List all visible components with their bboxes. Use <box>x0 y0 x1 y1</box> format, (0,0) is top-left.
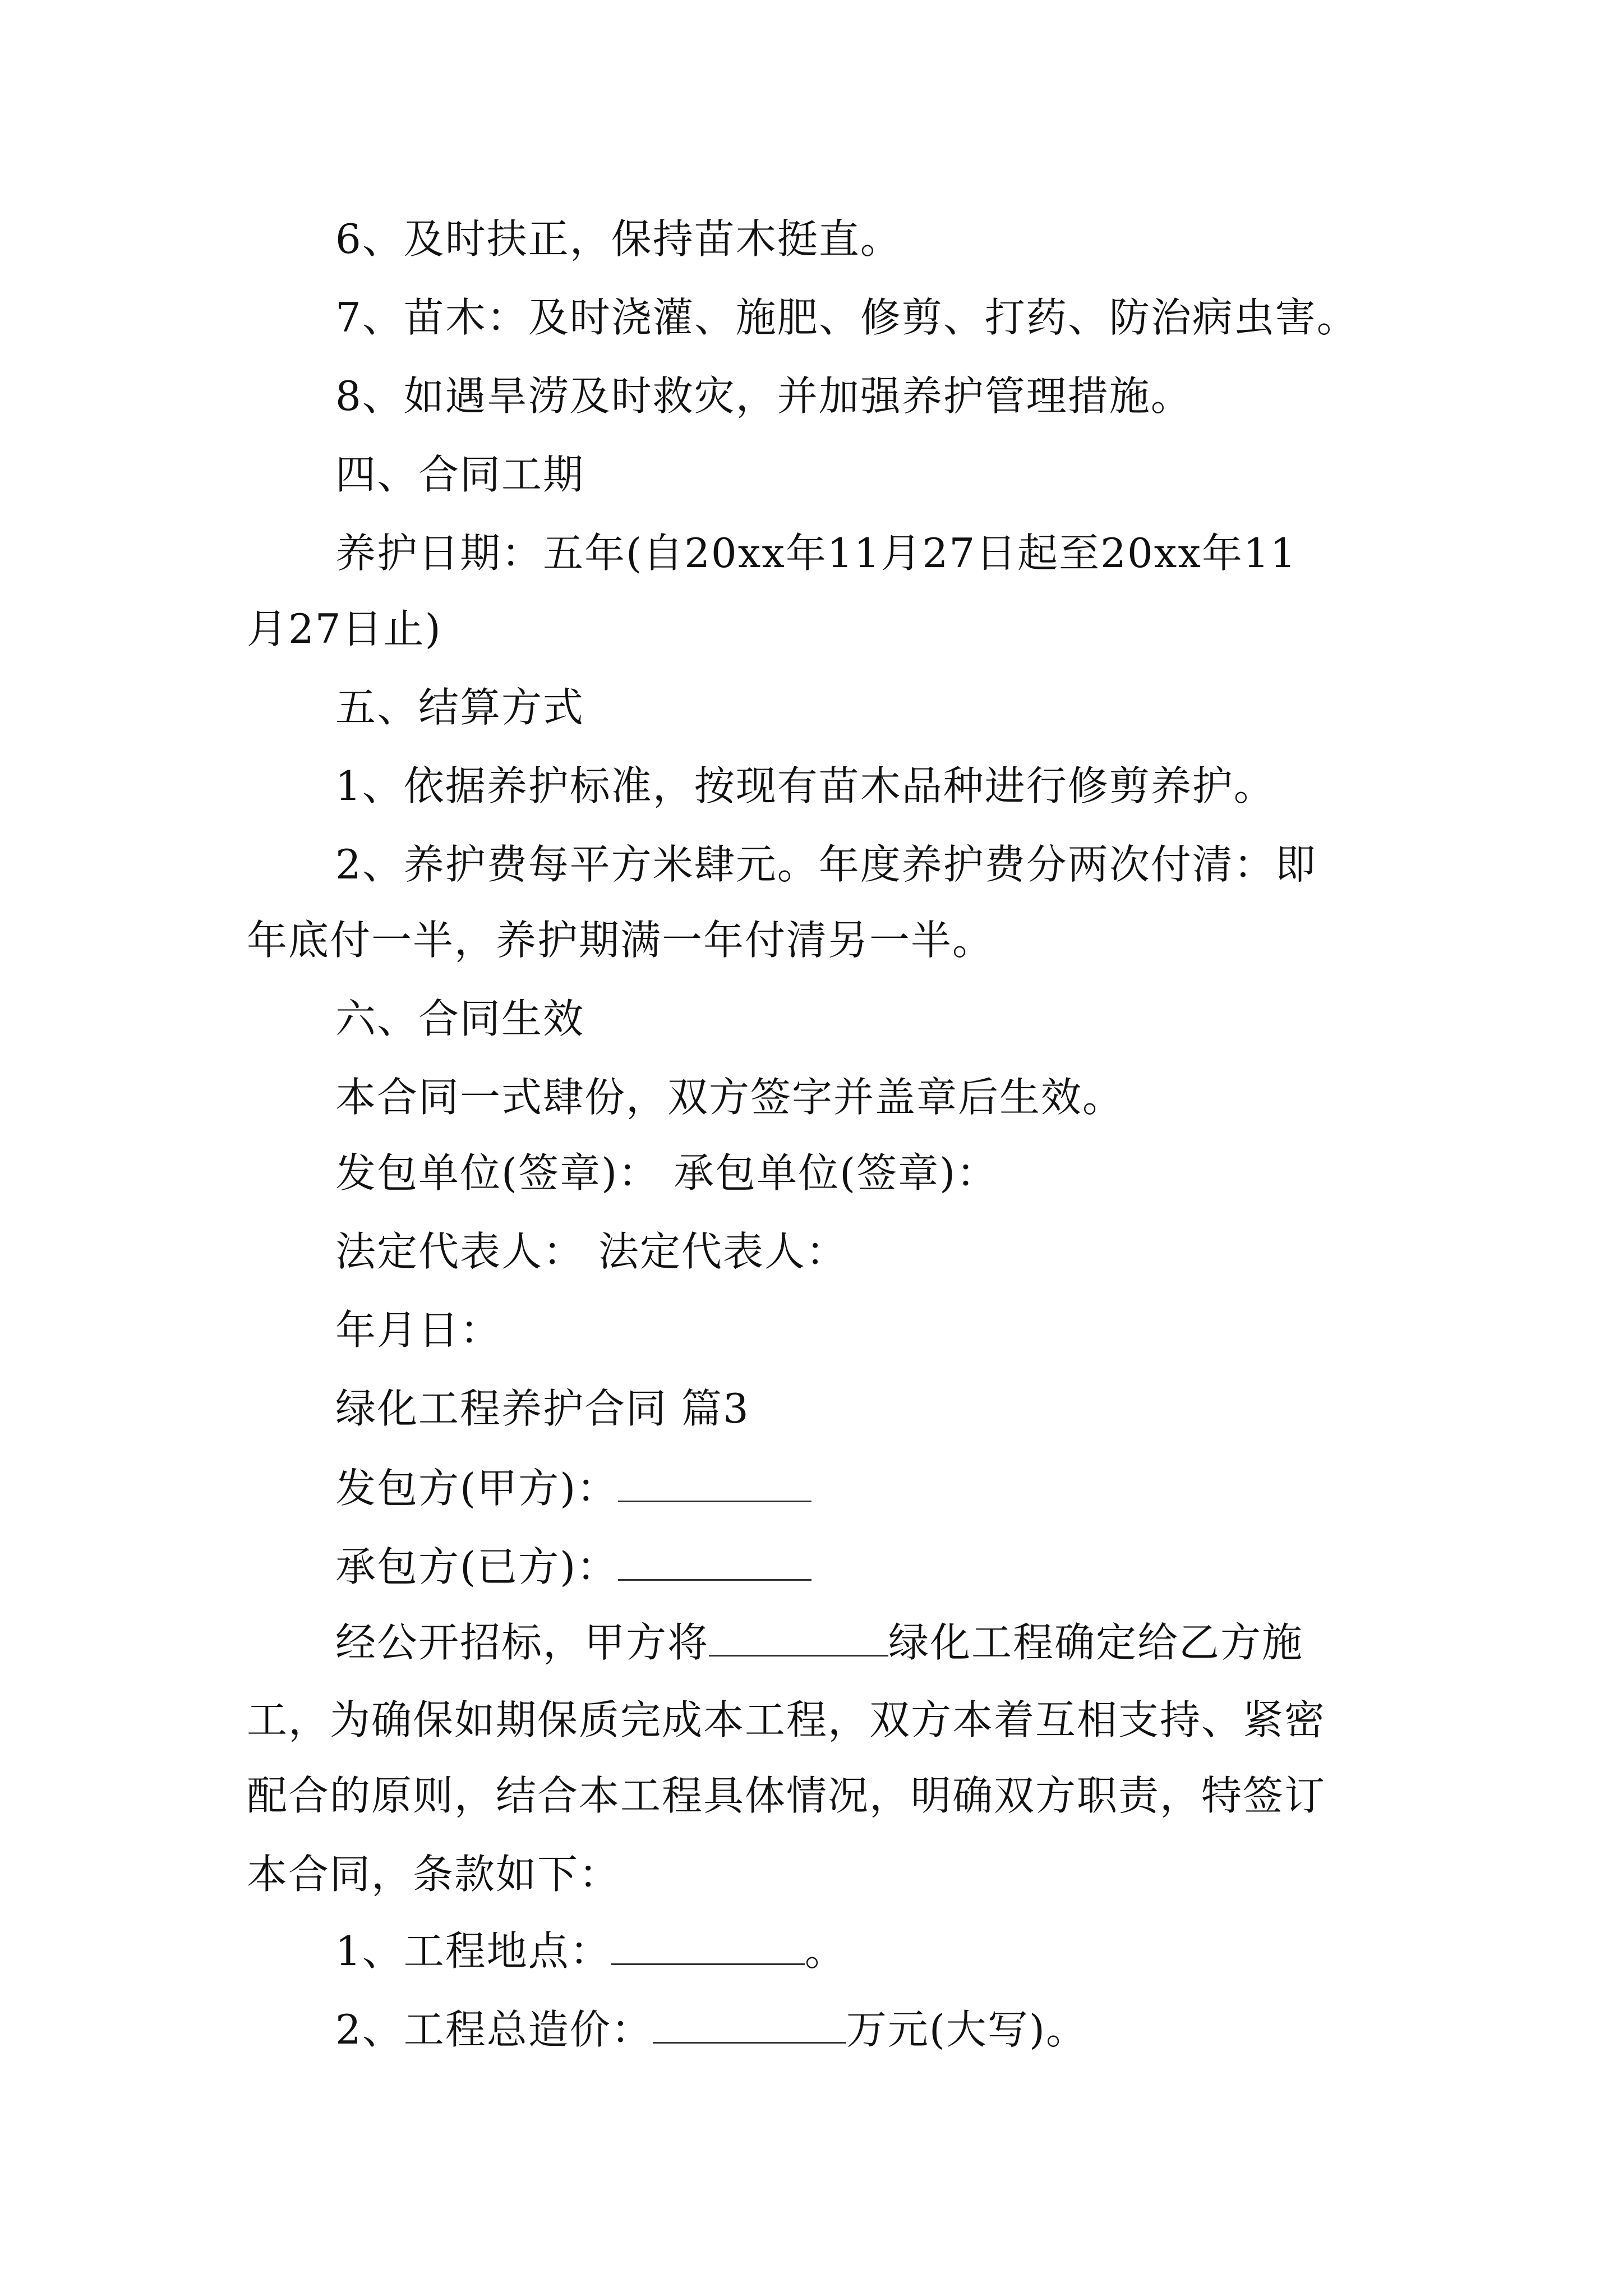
section-heading: 五、结算方式 <box>335 684 585 731</box>
text-line: 本合同一式肆份，双方签字并盖章后生效。 <box>335 1074 1124 1121</box>
section-heading: 六、合同生效 <box>335 995 585 1042</box>
party-a-label: 发包方(甲方)： <box>335 1465 619 1512</box>
text-line: 经公开招标，甲方将 绿化工程确定给乙方施 <box>335 1619 1304 1666</box>
signature-line: 法定代表人： 法定代表人： <box>335 1228 847 1275</box>
text-line: 配合的原则，结合本工程具体情况，明确双方职责，特签订 <box>247 1772 1326 1819</box>
section-heading: 四、合同工期 <box>335 451 585 498</box>
text-line: 本合同，条款如下： <box>247 1851 621 1898</box>
signature-line: 发包单位(签章)： 承包单位(签章)： <box>335 1149 998 1197</box>
project-location-blank <box>611 1930 805 1965</box>
date-line: 年月日： <box>335 1306 502 1354</box>
party-b-blank <box>618 1545 811 1581</box>
text-line: 2、工程总造价： 万元(大写)。 <box>335 2006 1087 2053</box>
text-line: 1、工程地点： 。 <box>335 1927 846 1975</box>
text-line: 年底付一半，养护期满一年付清另一半。 <box>247 917 994 964</box>
total-cost-blank <box>653 2008 846 2044</box>
text-line: 工，为确保如期保质完成本工程，双方本着互相支持、紧密 <box>247 1696 1326 1743</box>
party-b-label: 承包方(已方)： <box>335 1543 619 1590</box>
text-line: 8、如遇旱涝及时救灾，并加强养护管理措施。 <box>335 372 1192 420</box>
text-line: 7、苗木：及时浇灌、施肥、修剪、打药、防治病虫害。 <box>335 294 1358 341</box>
text-line: 月27日止) <box>247 605 442 652</box>
text-line <box>335 1543 811 1590</box>
text-line <box>335 1465 811 1512</box>
party-a-blank <box>618 1467 811 1502</box>
text-line: 养护日期：五年(自20xx年11月27日起至20xx年11 <box>335 530 1297 577</box>
text-line: 1、依据养护标准，按现有苗木品种进行修剪养护。 <box>335 762 1275 809</box>
text-line: 2、养护费每平方米肆元。年度养护费分两次付清：即 <box>335 841 1317 888</box>
document-title: 绿化工程养护合同 篇3 <box>335 1385 750 1432</box>
project-name-blank <box>709 1621 888 1657</box>
text-line: 6、及时扶正，保持苗木挺直。 <box>335 215 902 263</box>
